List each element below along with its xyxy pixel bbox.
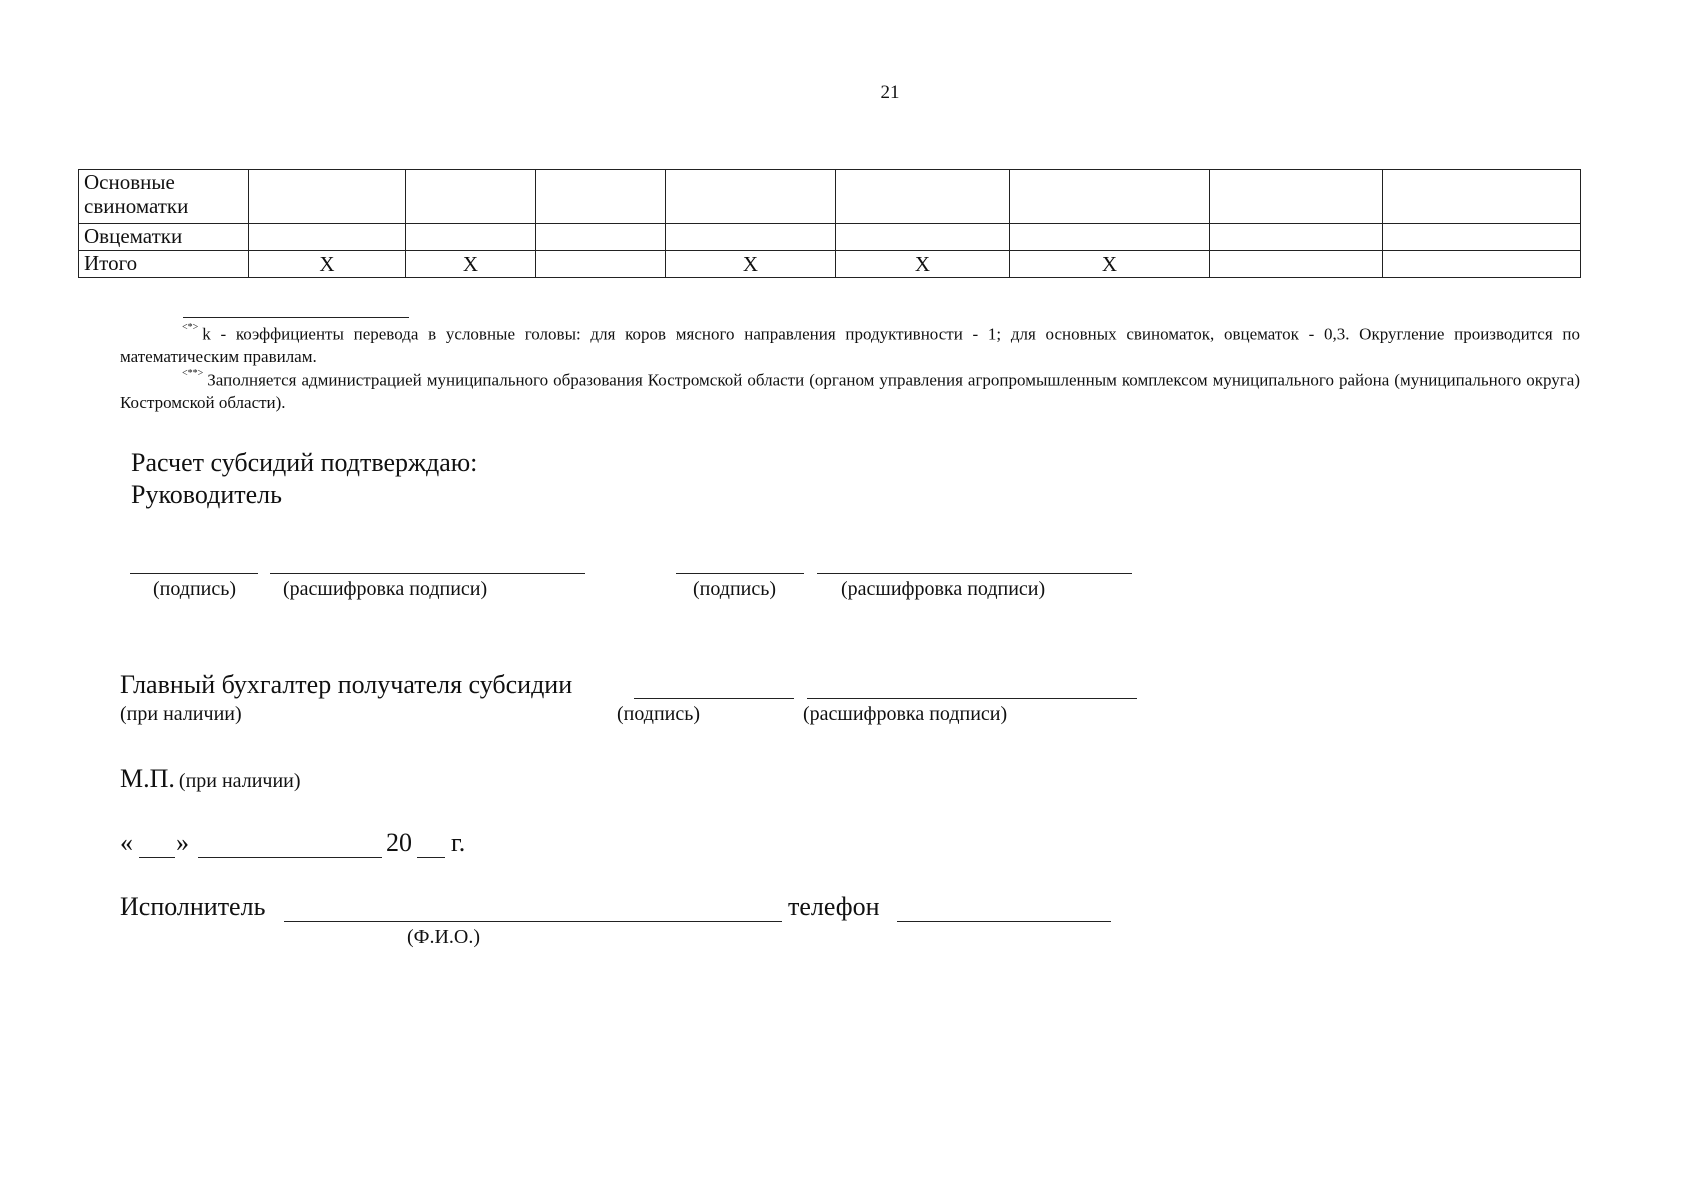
table-cell (1010, 224, 1210, 251)
page-number: 21 (880, 82, 900, 103)
table-cell: X (666, 251, 836, 278)
head-label: Руководитель (131, 480, 282, 509)
date-close-quote: » (176, 828, 189, 857)
confirm-heading: Расчет субсидий подтверждаю: (131, 448, 478, 477)
table-cell (249, 170, 406, 224)
table-cell: X (249, 251, 406, 278)
table-cell: X (1010, 251, 1210, 278)
signature-line (676, 573, 804, 574)
table-row (79, 251, 1581, 278)
date-month-line (198, 857, 382, 858)
date-day-line (139, 857, 175, 858)
table-cell (406, 170, 536, 224)
table-cell (536, 251, 666, 278)
signature-decode-line (270, 573, 585, 574)
signature-caption: (подпись) (617, 703, 701, 725)
signature-caption: (подпись) (693, 578, 777, 600)
chief-accountant-label: Главный бухгалтер получателя субсидии (120, 670, 573, 699)
table-row (79, 170, 1581, 224)
footnote-administration (120, 366, 1580, 414)
date-year-prefix: 20 (386, 828, 412, 857)
signature-decode-line (807, 698, 1137, 699)
table-cell (249, 224, 406, 251)
table-cell (836, 224, 1010, 251)
table-cell (536, 170, 666, 224)
stamp-label: М.П. (120, 764, 175, 793)
row-label: Итого (79, 251, 249, 278)
table-cell (1383, 170, 1581, 224)
table-cell (836, 170, 1010, 224)
stamp-note: (при наличии) (178, 770, 301, 792)
signature-decode-line (817, 573, 1132, 574)
footnote-text: Заполняется администрацией муниципального образования Костромской области (органом управления агропромышленным комплексом муниципального района (муниципального округа) Костромской области). (120, 370, 1580, 412)
signature-line (634, 698, 794, 699)
table-cell (1210, 251, 1383, 278)
row-label: Основные свиноматки (79, 170, 249, 224)
table-cell (536, 224, 666, 251)
table-cell (406, 224, 536, 251)
accountant-note: (при наличии) (120, 703, 242, 725)
footnote-coefficients (120, 320, 1580, 368)
phone-line (897, 921, 1111, 922)
stamp-place (120, 764, 301, 794)
footnote-text: k - коэффициенты перевода в условные головы: для коров мясного направления продуктивности - 1; для основных свиноматок, овцематок - 0,3. Округление производится по математическим правилам. (120, 324, 1580, 366)
footnote-rule (183, 317, 409, 318)
phone-label: телефон (788, 892, 880, 921)
table-cell (666, 170, 836, 224)
fio-caption: (Ф.И.О.) (407, 926, 481, 948)
footnote-marker: <*> (182, 322, 199, 333)
table-cell (1210, 170, 1383, 224)
executor-label: Исполнитель (120, 892, 266, 921)
decode-caption: (расшифровка подписи) (841, 578, 1046, 600)
date-year-line (417, 857, 445, 858)
table-row (79, 224, 1581, 251)
table-cell (666, 224, 836, 251)
date-year-suffix: г. (451, 828, 466, 857)
signature-line (130, 573, 258, 574)
table-cell (1383, 224, 1581, 251)
livestock-table (78, 169, 1581, 278)
footnote-marker: <**> (182, 368, 204, 379)
decode-caption: (расшифровка подписи) (283, 578, 488, 600)
date-open-quote: « (120, 828, 133, 857)
row-label: Овцематки (79, 224, 249, 251)
table-cell (1383, 251, 1581, 278)
decode-caption: (расшифровка подписи) (803, 703, 1008, 725)
table-cell (1010, 170, 1210, 224)
executor-name-line (284, 921, 782, 922)
table-cell: X (836, 251, 1010, 278)
signature-caption: (подпись) (153, 578, 237, 600)
table-cell: X (406, 251, 536, 278)
table-cell (1210, 224, 1383, 251)
